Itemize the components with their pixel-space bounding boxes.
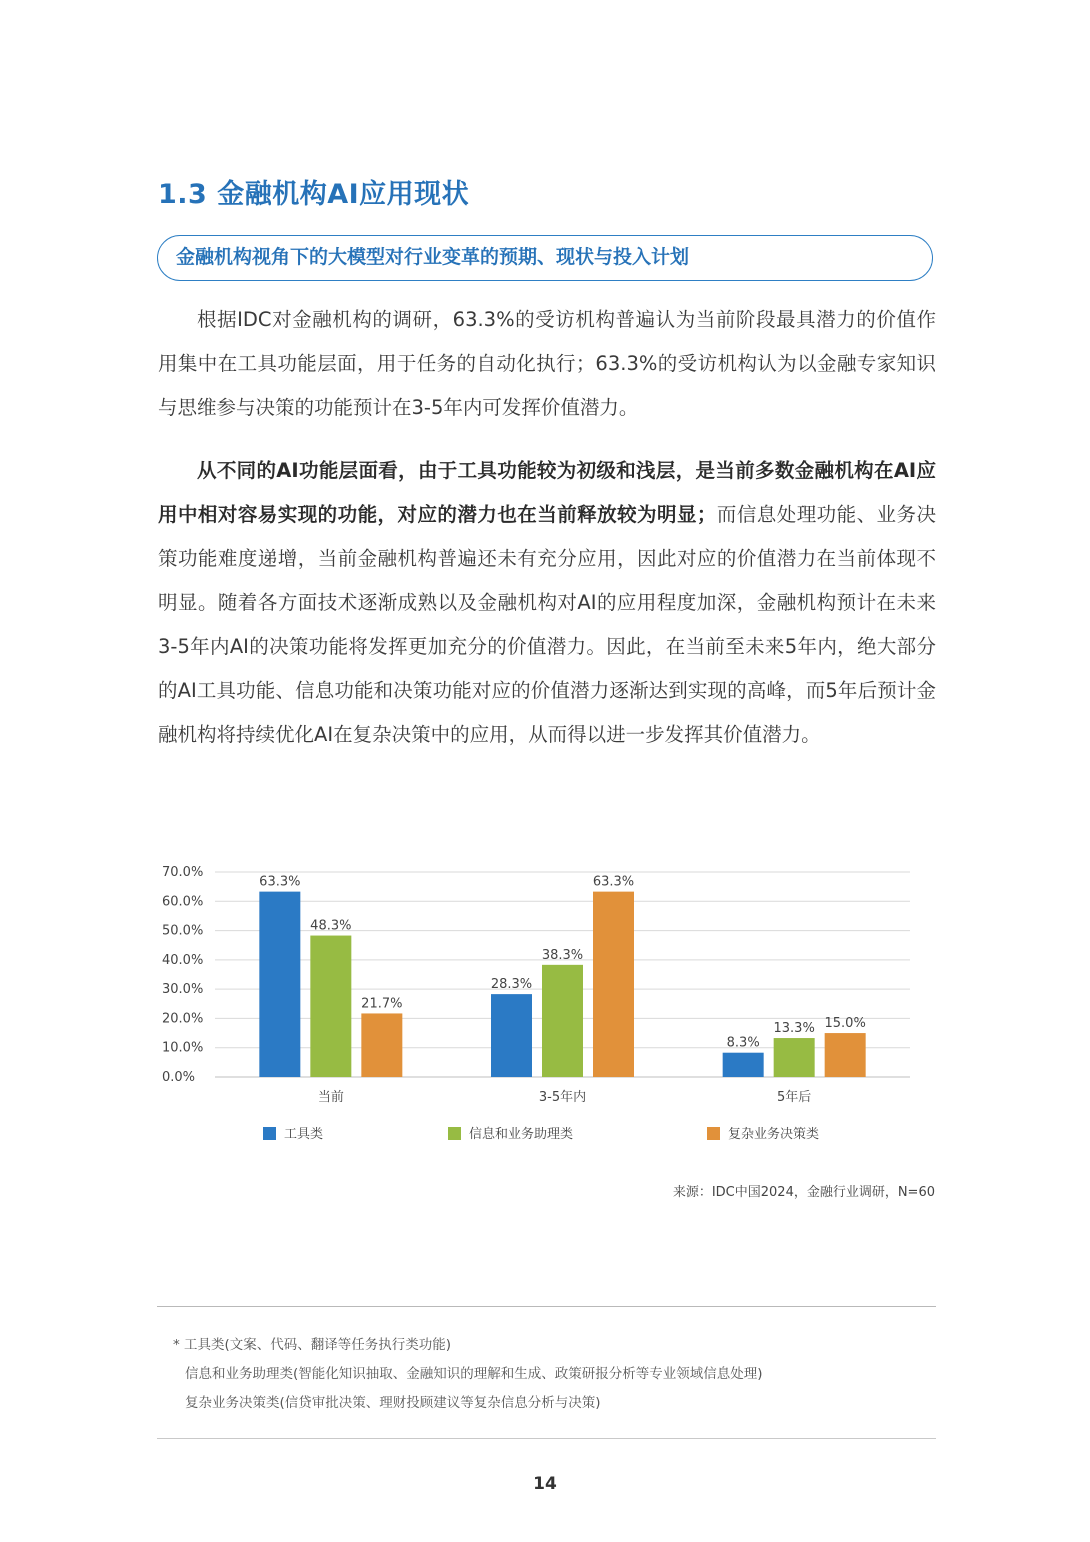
paragraph-1: 根据IDC对金融机构的调研，63.3%的受访机构普遍认为当前阶段最具潜力的价值作用集中在工具功能层面，用于任务的自动化执行；63.3%的受访机构认为以金融专家知识与思维参与决策的功能预计在3-5年内可发挥价值潜力。 [158, 308, 936, 419]
subtitle-text: 金融机构视角下的大模型对行业变革的预期、现状与投入计划 [176, 246, 690, 268]
paragraph-2-bold: 从不同的AI功能层面看，由于工具功能较为初级和浅层，是当前多数金融机构在AI应用中相对容易实现的功能，对应的潜力也在当前释放较为明显； [158, 459, 936, 526]
bar [491, 994, 532, 1077]
footnotes [173, 1331, 763, 1418]
divider-bottom [157, 1438, 936, 1439]
legend-item-decision [707, 1123, 819, 1143]
legend-label-tools: 工具类 [284, 1127, 324, 1142]
legend-item-info [448, 1123, 573, 1143]
bar [259, 892, 300, 1077]
source-note: 来源：IDC中国2024，金融行业调研，N=60 [672, 1185, 935, 1200]
bar-chart [150, 855, 920, 1115]
y-tick-label: 70.0% [162, 865, 204, 880]
y-tick-label: 50.0% [162, 923, 204, 939]
x-tick-label: 5年后 [777, 1090, 812, 1105]
y-tick-label: 0.0% [162, 1070, 196, 1085]
legend-item-tools [263, 1123, 323, 1143]
data-label: 21.7% [361, 996, 403, 1012]
data-label: 8.3% [726, 1035, 760, 1051]
y-tick-label: 10.0% [162, 1040, 204, 1056]
y-tick-label: 20.0% [162, 1011, 204, 1027]
data-label: 48.3% [310, 918, 352, 934]
bar [310, 936, 351, 1077]
bar [542, 965, 583, 1077]
footnote-line: 信息和业务助理类(智能化知识抽取、金融知识的理解和生成、政策研报分析等专业领域信息处理) [185, 1366, 763, 1382]
y-tick-label: 40.0% [162, 952, 204, 968]
data-label: 63.3% [259, 874, 301, 890]
bar [593, 892, 634, 1077]
legend-swatch-info [448, 1127, 461, 1140]
divider-top [157, 1306, 936, 1307]
data-label: 63.3% [592, 874, 635, 890]
bar [825, 1033, 866, 1077]
subtitle-box [157, 235, 933, 281]
legend-swatch-tools [263, 1127, 276, 1140]
x-tick-label: 3-5年内 [538, 1090, 587, 1105]
paragraph-2-rest: 而信息处理功能、业务决策功能难度递增，当前金融机构普遍还未有充分应用，因此对应的价值潜力在当前体现不明显。随着各方面技术逐渐成熟以及金融机构对AI的应用程度加深，金融机构预计在未来3-5年内AI的决策功能将发挥更加充分的价值潜力。因此，在当前至未来5年内，绝大部分的AI工具功能、信息功能和决策功能对应的价值潜力逐渐达到实现的高峰，而5年后预计金融机构将持续优化AI在复杂决策中的应用，从而得以进一步发挥其价值潜力。 [158, 503, 936, 746]
data-label: 15.0% [824, 1016, 866, 1032]
footnote-line: 复杂业务决策类(信贷审批决策、理财投顾建议等复杂信息分析与决策) [185, 1395, 601, 1411]
paragraph-2 [158, 449, 936, 757]
data-label: 38.3% [541, 947, 584, 963]
bar [361, 1013, 402, 1077]
legend-label-info: 信息和业务助理类 [469, 1127, 574, 1142]
bar [723, 1053, 764, 1077]
footnote-line: * 工具类(文案、代码、翻译等任务执行类功能) [173, 1337, 452, 1353]
legend-label-decision: 复杂业务决策类 [728, 1127, 820, 1142]
data-label: 28.3% [490, 977, 533, 993]
section-title: 1.3 金融机构AI应用现状 [158, 179, 470, 210]
y-tick-label: 60.0% [162, 894, 204, 910]
data-label: 13.3% [773, 1021, 815, 1037]
legend-swatch-decision [707, 1127, 720, 1140]
page-number: 14 [533, 1474, 557, 1494]
y-tick-label: 30.0% [162, 982, 204, 998]
bar [774, 1038, 815, 1077]
x-tick-label: 当前 [317, 1090, 344, 1105]
